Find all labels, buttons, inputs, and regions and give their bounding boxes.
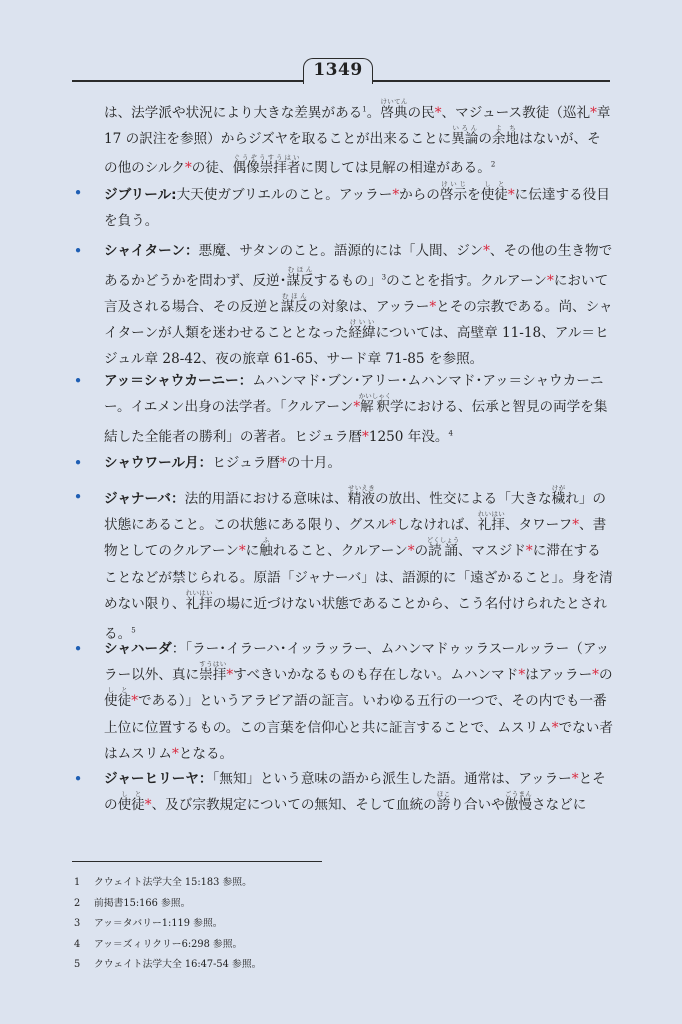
- entry-text: ムハンマド･ブン･アリー･ムハンマド･アッ＝シャウカーニー。イエメン出身の法学者。「クルアーン*解釈かいしゃく学における、伝承と智見の両学を集結した全能者の勝利」の著者。ヒジュラ暦*1250 年没。$^4$: [104, 373, 608, 445]
- entry-term: ジャナーバ：: [104, 491, 185, 507]
- bullet-icon: •: [73, 184, 83, 202]
- entry-text: 悪魔、サタンのこと。語源的には「人間、ジン*、その他の生き物であるかどうかを問わず、反逆･謀反むほんするもの」$^3$のことを指す。クルアーン*において言及される場合、その反逆と謀反むほんの対象は、アッラー*とその宗教である。尚、シャイターンが人類を迷わせることとなった経緯けいいについては、高壁章 11-18、アル＝ヒジュル章 28-42、夜の旅章 61-65、サード章 71-85 を参照。: [104, 243, 613, 368]
- footnote-text: クウェイト法学大全 16:47-54 参照。: [94, 959, 262, 970]
- footnotes: [74, 873, 594, 976]
- entry-term: シャハーダ: [104, 641, 172, 657]
- glossary-entry-shawwal: [73, 450, 614, 476]
- bullet-icon: •: [73, 770, 83, 788]
- glossary-entry-janaba: [73, 484, 614, 647]
- footnote-text: 前掲書15:166 参照。: [94, 897, 191, 909]
- page-number: 1349: [313, 60, 363, 80]
- footnote-number: 5: [74, 959, 81, 970]
- entry-text: 大天使ガブリエルのこと。アッラー*からの啓示けいじを使徒しと*に伝達する役目を負う。: [104, 180, 610, 230]
- entry-text: ヒジュラ暦*の十月。: [212, 455, 342, 471]
- entry-text: 「無知」という意味の語から派生した語。通常は、アッラー*とその使徒しと*、及び宗教規定についての無知、そして血統の誇ほこり合いや傲慢ごうまんさなどに: [104, 771, 606, 814]
- footnote-item: [74, 935, 594, 956]
- glossary-entry-jahiliyya: [73, 766, 614, 818]
- footnote-rule: [72, 861, 322, 862]
- footnote-item: [74, 955, 594, 976]
- bullet-icon: •: [73, 372, 83, 390]
- footnote-item: [74, 914, 594, 935]
- entry-term: シャイターン：: [104, 243, 199, 259]
- bullet-icon: •: [73, 454, 83, 472]
- entry-term: アッ＝シャウカーニー：: [104, 373, 253, 389]
- entry-text: ：「ラー･イラーハ･イッラッラー、ムハンマドゥッラスールッラー（アッラー以外、真に崇拝すうはい*すべきいかなるものも存在しない。ムハンマド*はアッラー*の使徒しと*である）」というアラビア語の証言。いわゆる五行の一つで、その内でも一番上位に位置するもの。この言葉を信仰心と共に証言することで、ムスリム*でない者はムスリム*となる。: [104, 641, 613, 762]
- footnote-number: 1: [74, 877, 81, 888]
- glossary-entry-shaitan: [73, 238, 614, 373]
- footnote-item: [74, 873, 594, 894]
- bullet-icon: •: [73, 488, 83, 506]
- entry-term: ジャーヒリーヤ：: [104, 771, 213, 787]
- entry-text: 法的用語における意味は、精液せいえきの放出、性交による「大きな穢けがれ」の状態にあること。この状態にある限り、グスル*しなければ、礼拝れいはい、タワーフ*、書物としてのクルアーン*に触ふれること、クルアーン*の読誦どくしょう、マスジド*に滞在することなどが禁じられる。原語「ジャナーバ」は、語源的に「遠ざかること」。身を清めない限り、礼拝れいはいの場に近づけない状態であることから、こう名付けられたとされる。$^5$: [104, 484, 613, 642]
- footnote-item: [74, 894, 594, 915]
- footnote-text: アッ＝タバリー1:119 参照。: [94, 918, 223, 929]
- entry-text: は、法学派や状況により大きな差異がある$^1$。啓典けいてんの民*、マジュース教徒（巡礼*章 17 の訳注を参照）からジズヤを取ることが出来ることに異論いろんの余地よちはないが、その他のシルク*の徒、偶像崇拝者ぐうぞうすうはいに関しては見解の相違がある。$^2$: [104, 97, 611, 177]
- footnote-number: 4: [74, 938, 81, 950]
- bullet-icon: •: [73, 640, 83, 658]
- glossary-entry-shahada: [73, 636, 614, 767]
- glossary-entry-shawkani: [73, 368, 614, 450]
- glossary-entry-jibril: [73, 180, 614, 234]
- entry-continuation: [104, 96, 614, 182]
- entry-term: シャウワール月：: [104, 455, 213, 471]
- bullet-icon: •: [73, 242, 83, 260]
- footnote-number: 2: [74, 897, 81, 909]
- footnote-number: 3: [74, 918, 81, 929]
- footnote-text: クウェイト法学大全 15:183 参照。: [94, 877, 252, 888]
- entry-term: ジブリール:: [104, 187, 177, 203]
- footnote-text: アッ＝ズィリクリー6:298 参照。: [94, 938, 243, 950]
